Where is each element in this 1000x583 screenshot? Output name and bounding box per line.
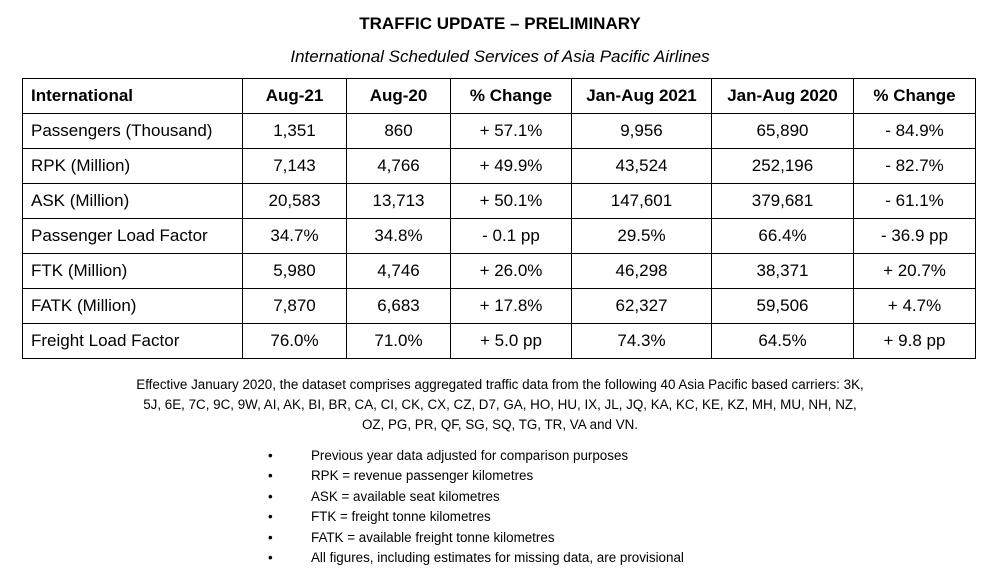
page-title: TRAFFIC UPDATE – PRELIMINARY [359, 14, 641, 33]
column-header: % Change [451, 79, 572, 114]
column-header: Jan-Aug 2021 [572, 79, 712, 114]
traffic-table [22, 78, 976, 359]
row-label: RPK (Million) [23, 149, 243, 184]
table-cell: 4,766 [347, 149, 451, 184]
table-cell: 252,196 [712, 149, 854, 184]
table-cell: 7,870 [243, 289, 347, 324]
table-cell: 34.8% [347, 219, 451, 254]
table-row [23, 219, 976, 254]
row-label: Passenger Load Factor [23, 219, 243, 254]
row-label: FATK (Million) [23, 289, 243, 324]
table-cell: 13,713 [347, 184, 451, 219]
table-cell: 5,980 [243, 254, 347, 289]
table-cell: 860 [347, 114, 451, 149]
table-cell: 20,583 [243, 184, 347, 219]
table-row [23, 149, 976, 184]
table-cell: 379,681 [712, 184, 854, 219]
table-cell: 66.4% [712, 219, 854, 254]
table-cell: 76.0% [243, 324, 347, 359]
table-cell: 7,143 [243, 149, 347, 184]
table-cell: 74.3% [572, 324, 712, 359]
table-cell: + 17.8% [451, 289, 572, 324]
table-cell: - 0.1 pp [451, 219, 572, 254]
footnote-item [268, 487, 684, 507]
table-cell: + 5.0 pp [451, 324, 572, 359]
page-subtitle: International Scheduled Services of Asia Pacific Airlines [290, 47, 710, 66]
table-cell: + 4.7% [854, 289, 976, 324]
bullet-icon: • [268, 529, 273, 545]
footnote-item [268, 466, 684, 486]
table-cell: 6,683 [347, 289, 451, 324]
footnote-item [268, 507, 684, 527]
table-cell: 62,327 [572, 289, 712, 324]
row-label: FTK (Million) [23, 254, 243, 289]
table-header-row [23, 79, 976, 114]
footnote-item [268, 528, 684, 548]
footnote-list [268, 446, 684, 568]
table-cell: 34.7% [243, 219, 347, 254]
table-cell: 71.0% [347, 324, 451, 359]
table-row [23, 184, 976, 219]
table-cell: + 50.1% [451, 184, 572, 219]
column-header: % Change [854, 79, 976, 114]
footnote-item [268, 446, 684, 466]
table-cell: 46,298 [572, 254, 712, 289]
table-cell: 4,746 [347, 254, 451, 289]
footnote-text: FTK = freight tonne kilometres [311, 509, 491, 525]
table-cell: 147,601 [572, 184, 712, 219]
table-cell: + 20.7% [854, 254, 976, 289]
table-cell: + 49.9% [451, 149, 572, 184]
bullet-icon: • [268, 488, 273, 504]
row-label: Freight Load Factor [23, 324, 243, 359]
column-header: Aug-21 [243, 79, 347, 114]
table-row [23, 324, 976, 359]
table-row [23, 289, 976, 324]
table-cell: + 57.1% [451, 114, 572, 149]
table-cell: + 26.0% [451, 254, 572, 289]
table-cell: 29.5% [572, 219, 712, 254]
column-header: International [23, 79, 243, 114]
footnote-text: RPK = revenue passenger kilometres [311, 468, 534, 484]
bullet-icon: • [268, 549, 273, 565]
table-row [23, 114, 976, 149]
table-cell: 65,890 [712, 114, 854, 149]
table-cell: 59,506 [712, 289, 854, 324]
table-cell: - 36.9 pp [854, 219, 976, 254]
table-cell: - 61.1% [854, 184, 976, 219]
note-line: 5J, 6E, 7C, 9C, 9W, AI, AK, BI, BR, CA, CI, CK, CX, CZ, D7, GA, HO, HU, IX, JL, JQ, KA, KC, KE, KZ, MH, MU, NH, NZ, [143, 397, 857, 412]
table-cell: 9,956 [572, 114, 712, 149]
note-line: OZ, PG, PR, QF, SG, SQ, TG, TR, VA and VN. [361, 417, 639, 432]
table-cell: + 9.8 pp [854, 324, 976, 359]
row-label: Passengers (Thousand) [23, 114, 243, 149]
table-cell: - 82.7% [854, 149, 976, 184]
table-cell: - 84.9% [854, 114, 976, 149]
table-cell: 43,524 [572, 149, 712, 184]
table-cell: 64.5% [712, 324, 854, 359]
footnote-text: Previous year data adjusted for comparison purposes [311, 448, 629, 463]
column-header: Jan-Aug 2020 [712, 79, 854, 114]
note-line: Effective January 2020, the dataset comprises aggregated traffic data from the following 40 Asia Pacific based carriers: 3K, [136, 377, 864, 392]
row-label: ASK (Million) [23, 184, 243, 219]
carriers-note [70, 375, 930, 435]
table-cell: 38,371 [712, 254, 854, 289]
bullet-icon: • [268, 468, 273, 484]
bullet-icon: • [268, 509, 273, 525]
column-header: Aug-20 [347, 79, 451, 114]
bullet-icon: • [268, 448, 273, 463]
footnote-item [268, 548, 684, 568]
footnote-text: All figures, including estimates for missing data, are provisional [311, 549, 684, 565]
table-cell: 1,351 [243, 114, 347, 149]
footnote-text: FATK = available freight tonne kilometres [311, 529, 555, 545]
footnote-text: ASK = available seat kilometres [311, 488, 500, 504]
table-row [23, 254, 976, 289]
